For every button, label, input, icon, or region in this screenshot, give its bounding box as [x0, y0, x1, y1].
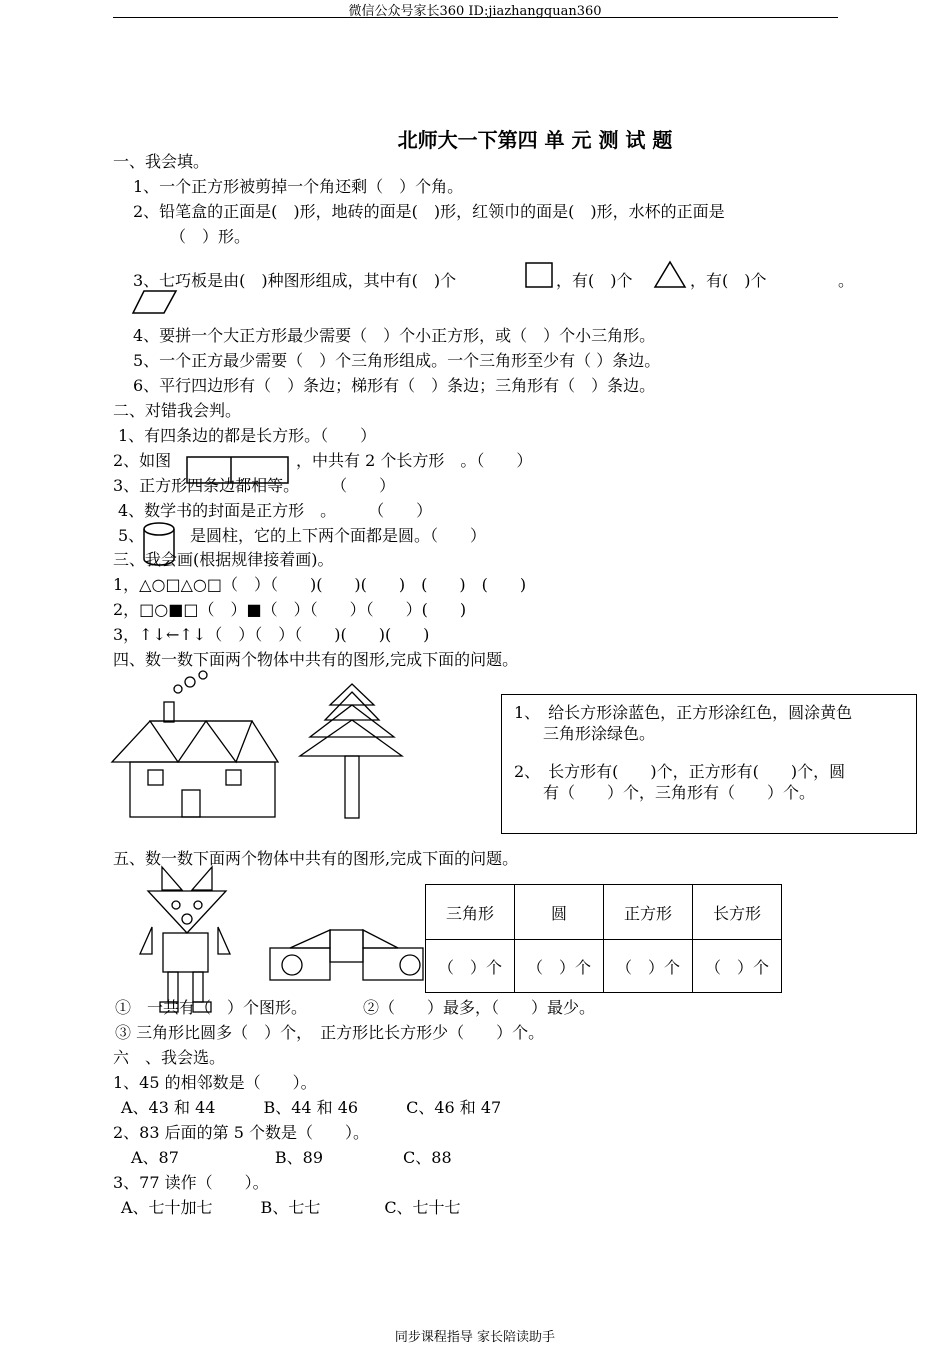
s2-question-3: 3、正方形四条边都相等。 （ ） [113, 476, 396, 495]
s1-question-1: 1、一个正方形被剪掉一个角还剩（ ）个角。 [133, 177, 464, 196]
tree-figure [298, 682, 406, 820]
s1-question-2-cont: （ ）形。 [170, 227, 251, 246]
section-5-heading: 五、数一数下面两个物体中共有的图形,完成下面的问题。 [113, 849, 519, 868]
section-6-heading: 六 、我会选。 [113, 1048, 226, 1067]
s1-question-6: 6、平行四边形有（ ）条边；梯形有（ ）条边；三角形有（ ）条边。 [133, 376, 656, 395]
house-figure [110, 665, 290, 820]
header-rule [113, 17, 838, 18]
s2-question-1: 1、有四条边的都是长方形。（ ） [118, 426, 377, 445]
s1-question-2: 2、铅笔盒的正面是( )形，地砖的面是( )形，红领巾的面是( )形，水杯的正面是 [133, 202, 725, 221]
page-header: 微信公众号家长360 ID:jiazhangquan360 [348, 4, 602, 19]
s6-question-2-options: A、87 B、89 C、88 [131, 1148, 452, 1167]
s6-question-3-options: A、七十加七 B、七七 C、七十七 [121, 1198, 461, 1217]
s5-question-2: ②（ ）最多，（ ）最少。 [363, 998, 596, 1017]
box-line-2: 三角形涂绿色。 [543, 724, 656, 743]
s2-question-5-part-2: 是圆柱，它的上下两个面都是圆。（ ） [190, 526, 487, 545]
s1-question-3-part-3: ，有( )个 [690, 271, 767, 290]
s3-pattern-2: 2，□○■□（ ）■（ ）（ ）（ ）( ) [113, 600, 467, 619]
s6-question-3: 3、77 读作（ ）。 [113, 1173, 269, 1192]
table-header: 三角形 [426, 885, 515, 940]
s3-pattern-1: 1，△○□△○□（ ）（ )( )( ) ( ) ( ) [113, 575, 527, 594]
page-footer: 同步课程指导 家长陪读助手 [394, 1330, 556, 1345]
section-4-heading: 四、数一数下面两个物体中共有的图形,完成下面的问题。 [113, 650, 519, 669]
s1-question-3-end: 。 [838, 271, 855, 290]
table-cell: （ ）个 [604, 940, 693, 993]
section-1-heading: 一、我会填。 [113, 152, 210, 171]
box-line-1: 1、 给长方形涂蓝色，正方形涂红色，圆涂黄色 [514, 703, 853, 722]
s1-question-3-part-2: ，有( )个 [556, 271, 633, 290]
s2-question-5-part-1: 5、 [118, 526, 145, 545]
table-header: 正方形 [604, 885, 693, 940]
section-2-heading: 二、对错我会判。 [113, 401, 242, 420]
box-line-4: 有（ ）个，三角形有（ ）个。 [543, 783, 816, 802]
s1-question-4: 4、要拼一个大正方形最少需要（ ）个小正方形，或（ ）个小三角形。 [133, 326, 656, 345]
table-cell: （ ）个 [515, 940, 604, 993]
table-cell: （ ）个 [426, 940, 515, 993]
car-figure [268, 925, 428, 977]
s2-question-4: 4、数学书的封面是正方形 。 （ ） [118, 501, 433, 520]
s2-question-2-part-2: ，中共有 2 个长方形 。（ ） [296, 451, 533, 470]
shape-count-table [425, 884, 782, 993]
triangle-icon [653, 260, 687, 290]
s1-question-3-part-1: 3、七巧板是由( )种图形组成，其中有( )个 [133, 271, 457, 290]
s6-question-1-options: A、43 和 44 B、44 和 46 C、46 和 47 [121, 1098, 502, 1117]
section-3-heading: 三、我会画(根据规律接着画)。 [113, 550, 334, 569]
table-header: 圆 [515, 885, 604, 940]
table-header: 长方形 [693, 885, 782, 940]
table-cell: （ ）个 [693, 940, 782, 993]
s5-question-3: ③ 三角形比圆多（ ）个， 正方形比长方形少（ ）个。 [115, 1023, 545, 1042]
instruction-box [501, 694, 917, 834]
s2-question-2-part-1: 2、如图 [113, 451, 172, 470]
s6-question-2: 2、83 后面的第 5 个数是（ ）。 [113, 1123, 369, 1142]
s1-question-5: 5、一个正方最少需要（ ）个三角形组成。一个三角形至少有（ ）条边。 [133, 351, 661, 370]
s6-question-1: 1、45 的相邻数是（ ）。 [113, 1073, 317, 1092]
page-title: 北师大一下第四 单 元 测 试 题 [397, 128, 673, 152]
s5-question-1: ① 一共有（ ）个图形。 [115, 998, 308, 1017]
parallelogram-icon [132, 290, 178, 316]
robot-figure [138, 864, 234, 1016]
s3-pattern-3: 3，↑↓←↑↓（ ）（ ）（ )( )( ) [113, 625, 430, 644]
square-icon [525, 262, 555, 290]
box-line-3: 2、 长方形有( )个，正方形有( )个，圆 [514, 762, 846, 781]
